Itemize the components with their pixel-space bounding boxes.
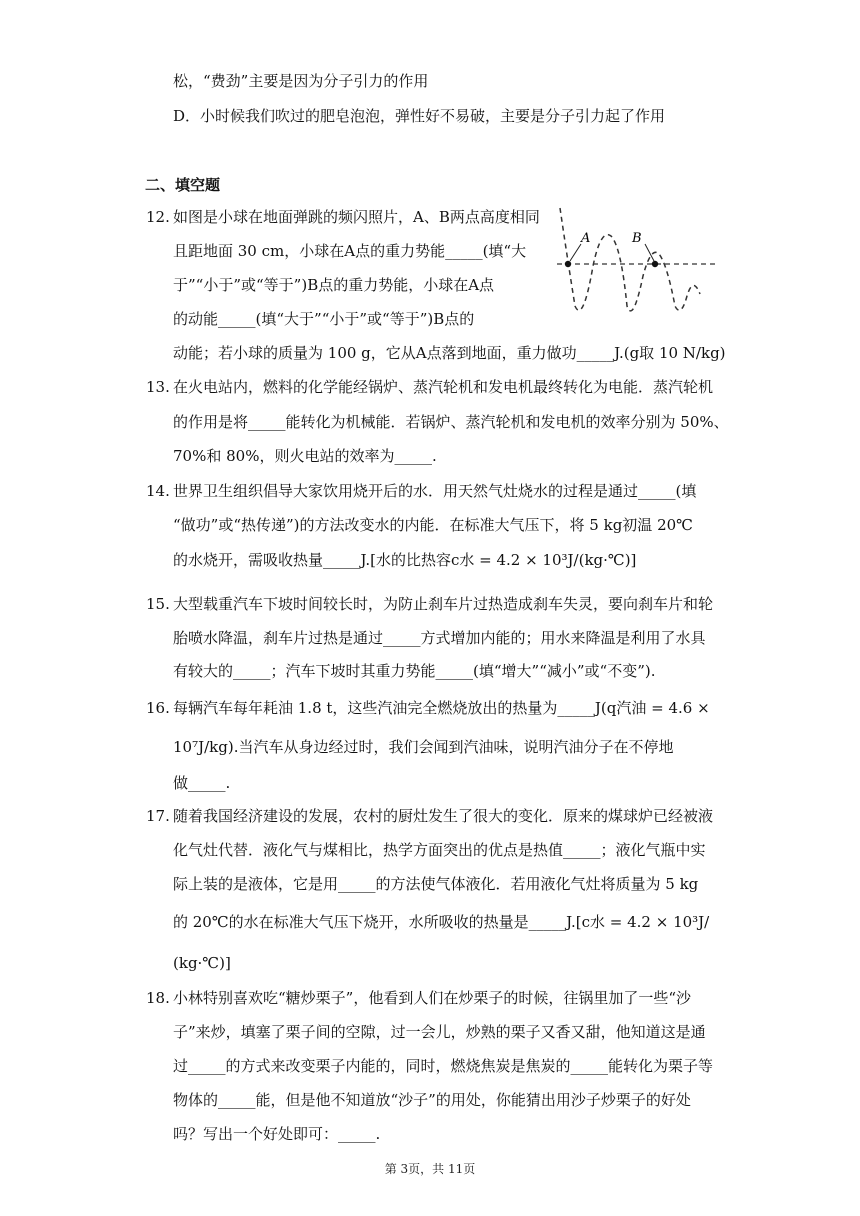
q14-line1: 世界卫生组织倡导大家饮用烧开后的水．用天然气灶烧水的过程是通过_____(填 — [173, 482, 697, 500]
q18-line4: 物体的_____能，但是他不知道放“沙子”的用处，你能猜出用沙子炒栗子的好处 — [173, 1091, 691, 1109]
q13-line1: 在火电站内，燃料的化学能经锅炉、蒸汽轮机和发电机最终转化为电能．蒸汽轮机 — [173, 378, 714, 396]
q12-line5: 动能；若小球的质量为 100 g，它从A点落到地面，重力做功_____J.(g取 10 N/kg) — [173, 344, 726, 362]
q14-number: 14. — [146, 482, 170, 500]
q12-number: 12. — [146, 208, 170, 226]
label-b: B — [632, 231, 642, 246]
point-b — [652, 261, 658, 267]
q16-number: 16. — [146, 699, 170, 717]
bouncing-ball-figure — [555, 206, 720, 316]
q18-line1: 小林特别喜欢吃“糖炒栗子”，他看到人们在炒栗子的时候，往锅里加了一些“沙 — [173, 989, 692, 1007]
q14-line3: 的水烧开，需吸收热量_____J.[水的比热容c水 = 4.2 × 10³J/(kg·℃)] — [173, 551, 637, 569]
q12-line4: 的动能_____(填“大于”“小于”或“等于”)B点的 — [173, 310, 475, 328]
q17-number: 17. — [146, 807, 170, 825]
q12-line1: 如图是小球在地面弹跳的频闪照片，A、B两点高度相同 — [173, 208, 540, 226]
q16-line3: 做_____. — [173, 774, 231, 792]
prev-option-c-tail: 松，“费劲”主要是因为分子引力的作用 — [173, 72, 429, 90]
q18-number: 18. — [146, 989, 170, 1007]
prev-option-d: D．小时候我们吹过的肥皂泡泡，弹性好不易破，主要是分子引力起了作用 — [173, 107, 666, 125]
q16-line1: 每辆汽车每年耗油 1.8 t，这些汽油完全燃烧放出的热量为_____J(q汽油 = 4.6 × — [173, 699, 710, 717]
q16-line2: 10⁷J/kg).当汽车从身边经过时，我们会闻到汽油味，说明汽油分子在不停地 — [173, 738, 674, 756]
q12-line3: 于”“小于”或“等于”)B点的重力势能，小球在A点 — [173, 276, 495, 294]
q15-line3: 有较大的_____；汽车下坡时其重力势能_____(填“增大”“减小”或“不变”). — [173, 662, 656, 680]
q18-line3: 过_____的方式来改变栗子内能的，同时，燃烧焦炭是焦炭的_____能转化为栗子等 — [173, 1057, 714, 1075]
ball-trajectory — [560, 208, 700, 311]
section-title: 二、填空题 — [145, 176, 221, 194]
q12-line2: 且距地面 30 cm，小球在A点的重力势能_____(填“大 — [173, 242, 527, 260]
q15-line2: 胎喷水降温，刹车片过热是通过_____方式增加内能的；用水来降温是利用了水具 — [173, 629, 706, 647]
q17-line2: 化气灶代替．液化气与煤相比，热学方面突出的优点是热值_____；液化气瓶中实 — [173, 841, 706, 859]
q14-line2: “做功”或“热传递”)的方法改变水的内能．在标准大气压下，将 5 kg初温 20℃ — [173, 516, 693, 534]
q17-line1: 随着我国经济建设的发展，农村的厨灶发生了很大的变化．原来的煤球炉已经被液 — [173, 807, 714, 825]
page-footer: 第 3页，共 11页 — [384, 1162, 476, 1176]
q13-line2: 的作用是将_____能转化为机械能．若锅炉、蒸汽轮机和发电机的效率分别为 50%、 — [173, 413, 729, 431]
q13-line3: 70%和 80%，则火电站的效率为_____. — [173, 447, 437, 465]
q17-line5: (kg·℃)] — [173, 954, 231, 972]
label-a: A — [581, 231, 591, 246]
q18-line2: 子”来炒，填塞了栗子间的空隙，过一会儿，炒熟的栗子又香又甜，他知道这是通 — [173, 1023, 706, 1041]
q17-line4: 的 20℃的水在标准大气压下烧开，水所吸收的热量是_____J.[c水 = 4.2 × 10³J/ — [173, 913, 710, 931]
q18-line5: 吗？写出一个好处即可：_____. — [173, 1125, 381, 1143]
q15-line1: 大型载重汽车下坡时间较长时，为防止刹车片过热造成刹车失灵，要向刹车片和轮 — [173, 595, 714, 613]
q17-line3: 际上装的是液体，它是用_____的方法使气体液化．若用液化气灶将质量为 5 kg — [173, 875, 699, 893]
arrow-a — [570, 244, 581, 261]
q15-number: 15. — [146, 595, 170, 613]
point-a — [565, 261, 571, 267]
q13-number: 13. — [146, 378, 170, 396]
